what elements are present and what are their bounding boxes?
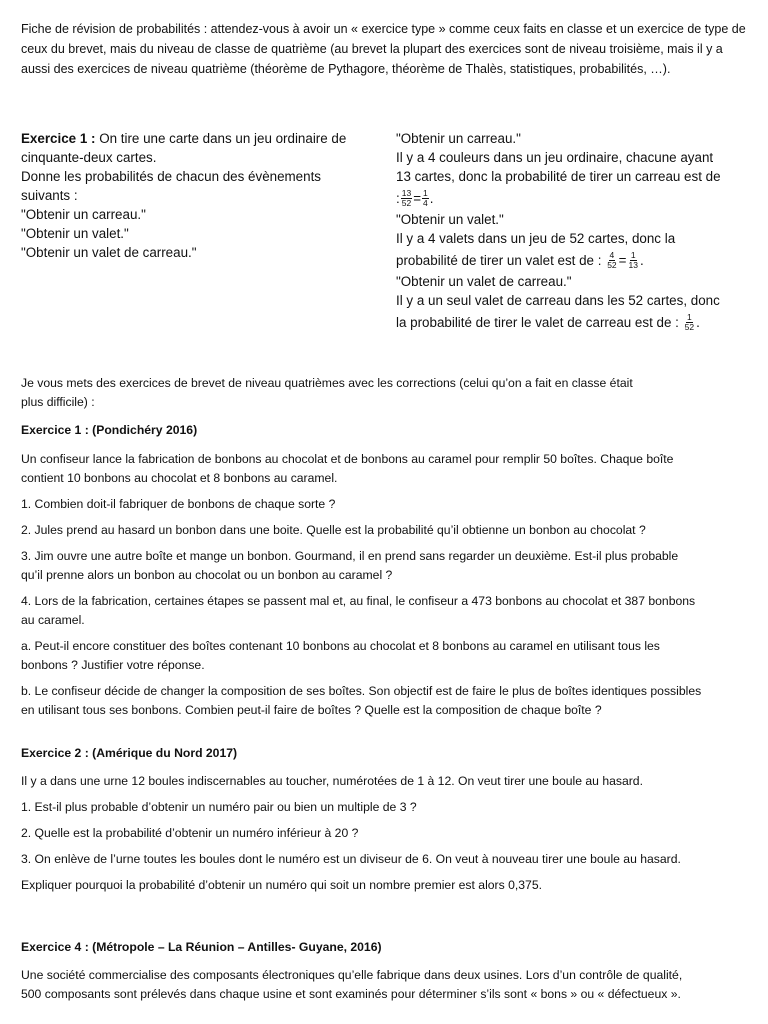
denominator: 52 xyxy=(607,259,617,270)
period: . xyxy=(639,252,644,268)
numerator: 4 xyxy=(609,249,615,260)
exercise-1-solution xyxy=(396,129,756,334)
b1-q3b: qu’il prenne alors un bonbon au chocolat ou un bonbon au caramel ? xyxy=(21,568,393,582)
b1-paragraph-1 xyxy=(21,450,761,488)
b1-qaa: a. Peut-il encore constituer des boîtes contenant 10 bonbons au chocolat et 8 bonbons au caramel en utilisant tous les xyxy=(21,639,660,653)
exercise-1-line1 xyxy=(21,129,371,148)
b1-qba: b. Le confiseur décide de changer la composition de ses boîtes. Son objectif est de faire le plus de boîtes identiques possibles xyxy=(21,684,702,698)
b1-q4b: au caramel. xyxy=(21,613,85,627)
exercise-1-event-2: "Obtenir un valet." xyxy=(21,226,129,241)
b4-p1b: 500 composants sont prélevés dans chaque usine et sont examinés pour déterminer s’ils sont « bons » ou « défectueux ». xyxy=(21,987,681,1001)
fraction-13-52 xyxy=(401,189,412,208)
b1-question-3 xyxy=(21,547,761,585)
brevet-exercise-1 xyxy=(21,421,761,720)
solution-text-3a: Il y a un seul valet de carreau dans les 52 cartes, donc xyxy=(396,293,720,308)
exercise-1-text: On tire une carte dans un jeu ordinaire de xyxy=(99,131,347,146)
fraction-1-52 xyxy=(684,313,695,332)
brevet-exercise-1-title: Exercice 1 : (Pondichéry 2016) xyxy=(21,423,198,437)
numerator: 13 xyxy=(401,187,412,198)
solution-text-2a: Il y a 4 valets dans un jeu de 52 cartes, donc la xyxy=(396,231,676,246)
denominator: 4 xyxy=(423,197,428,208)
solution-text-1b: 13 cartes, donc la probabilité de tirer un carreau est de xyxy=(396,169,721,184)
numerator: 1 xyxy=(423,187,428,198)
b4-paragraph-1 xyxy=(21,966,761,1004)
brevet-intro xyxy=(21,374,756,412)
solution-text-2b: probabilité de tirer un valet est de : xyxy=(396,252,602,268)
solution-text-3b: la probabilité de tirer le valet de carreau est de : xyxy=(396,314,679,330)
b1-question-2: 2. Jules prend au hasard un bonbon dans une boite. Quelle est la probabilité qu’il obtienne un bonbon au chocolat ? xyxy=(21,523,646,537)
b1-qab: bonbons ? Justifier votre réponse. xyxy=(21,658,205,672)
exercise-1-line4: suivants : xyxy=(21,188,78,203)
period: . xyxy=(429,190,434,206)
b1-question-4b xyxy=(21,682,761,720)
b2-question-2: 2. Quelle est la probabilité d’obtenir un numéro inférieur à 20 ? xyxy=(21,826,359,840)
denominator: 52 xyxy=(401,197,412,208)
solution-heading-2: "Obtenir un valet." xyxy=(396,212,504,227)
exercise-1-event-1: "Obtenir un carreau." xyxy=(21,207,146,222)
b1-q4a: 4. Lors de la fabrication, certaines étapes se passent mal et, au final, le confiseur a 473 bonbons au chocolat et 387 bonbons xyxy=(21,594,696,608)
exercise-1-statement xyxy=(21,129,371,262)
b2-question-3b: Expliquer pourquoi la probabilité d’obtenir un numéro qui soit un nombre premier est alors 0,375. xyxy=(21,878,542,892)
b2-question-1: 1. Est-il plus probable d’obtenir un numéro pair ou bien un multiple de 3 ? xyxy=(21,800,417,814)
equals-sign: = xyxy=(618,252,627,268)
equals-sign: = xyxy=(413,190,422,206)
period: . xyxy=(696,314,700,330)
brevet-intro-line1: Je vous mets des exercices de brevet de niveau quatrièmes avec les corrections (celui qu’on a fait en classe était xyxy=(21,376,633,390)
exercise-1-line3: Donne les probabilités de chacun des évènements xyxy=(21,169,321,184)
b2-paragraph-1: Il y a dans une urne 12 boules indiscernables au toucher, numérotées de 1 à 12. On veut tirer une boule au hasard. xyxy=(21,774,643,788)
denominator: 52 xyxy=(684,321,695,332)
b1-question-1: 1. Combien doit-il fabriquer de bonbons de chaque sorte ? xyxy=(21,497,336,511)
solution-formula-2 xyxy=(396,248,756,272)
fraction-4-52 xyxy=(606,251,617,270)
brevet-exercise-2 xyxy=(21,744,761,895)
exercise-1-line2: cinquante-deux cartes. xyxy=(21,150,157,165)
numerator: 1 xyxy=(630,249,636,260)
solution-heading-3: "Obtenir un valet de carreau." xyxy=(396,274,572,289)
b1-p1b: contient 10 bonbons au chocolat et 8 bonbons au caramel. xyxy=(21,471,338,485)
b1-qbb: en utilisant tous ses bonbons. Combien peut-il faire de boîtes ? Quelle est la composition de chaque boîte ? xyxy=(21,703,602,717)
exercise-1-title: Exercice 1 : xyxy=(21,131,96,146)
intro-paragraph xyxy=(21,19,751,79)
b1-question-4 xyxy=(21,592,761,630)
brevet-exercise-4-title: Exercice 4 : (Métropole – La Réunion – Antilles- Guyane, 2016) xyxy=(21,940,382,954)
b1-p1a: Un confiseur lance la fabrication de bonbons au chocolat et de bonbons au caramel pour remplir 50 boîtes. Chaque boîte xyxy=(21,452,674,466)
b1-q3a: 3. Jim ouvre une autre boîte et mange un bonbon. Gourmand, il en prend sans regarder un deuxième. Est-il plus probable xyxy=(21,549,679,563)
b1-question-4a xyxy=(21,637,761,675)
intro-text: Fiche de révision de probabilités : attendez-vous à avoir un « exercice type » comme ceux faits en classe et un exercice de type de ceux du brevet, mais du niveau de classe de quatrième (au brevet la plupart des exercices sont de niveau troisième, mais il y a aussi des exercices de niveau quatrième (théorème de Pythagore, théorème de Thalès, statistiques, probabilités, …). xyxy=(21,22,746,76)
brevet-exercise-4 xyxy=(21,938,761,1004)
b4-p1a: Une société commercialise des composants électroniques qu’elle fabrique dans deux usines. Lors d’un contrôle de qualité, xyxy=(21,968,683,982)
brevet-intro-line2: plus difficile) : xyxy=(21,395,95,409)
fraction-1-13 xyxy=(627,251,638,270)
solution-heading-1: "Obtenir un carreau." xyxy=(396,131,521,146)
fraction-1-4 xyxy=(422,189,429,208)
b2-question-3: 3. On enlève de l’urne toutes les boules dont le numéro est un diviseur de 6. On veut à nouveau tirer une boule au hasard. xyxy=(21,852,681,866)
formula-colon: : xyxy=(396,190,400,206)
solution-formula-1 xyxy=(396,186,756,210)
solution-text-1a: Il y a 4 couleurs dans un jeu ordinaire, chacune ayant xyxy=(396,150,714,165)
brevet-exercise-2-title: Exercice 2 : (Amérique du Nord 2017) xyxy=(21,746,238,760)
exercise-1-event-3: "Obtenir un valet de carreau." xyxy=(21,245,197,260)
denominator: 13 xyxy=(628,259,638,270)
solution-formula-3 xyxy=(396,310,756,334)
numerator: 1 xyxy=(686,311,692,322)
